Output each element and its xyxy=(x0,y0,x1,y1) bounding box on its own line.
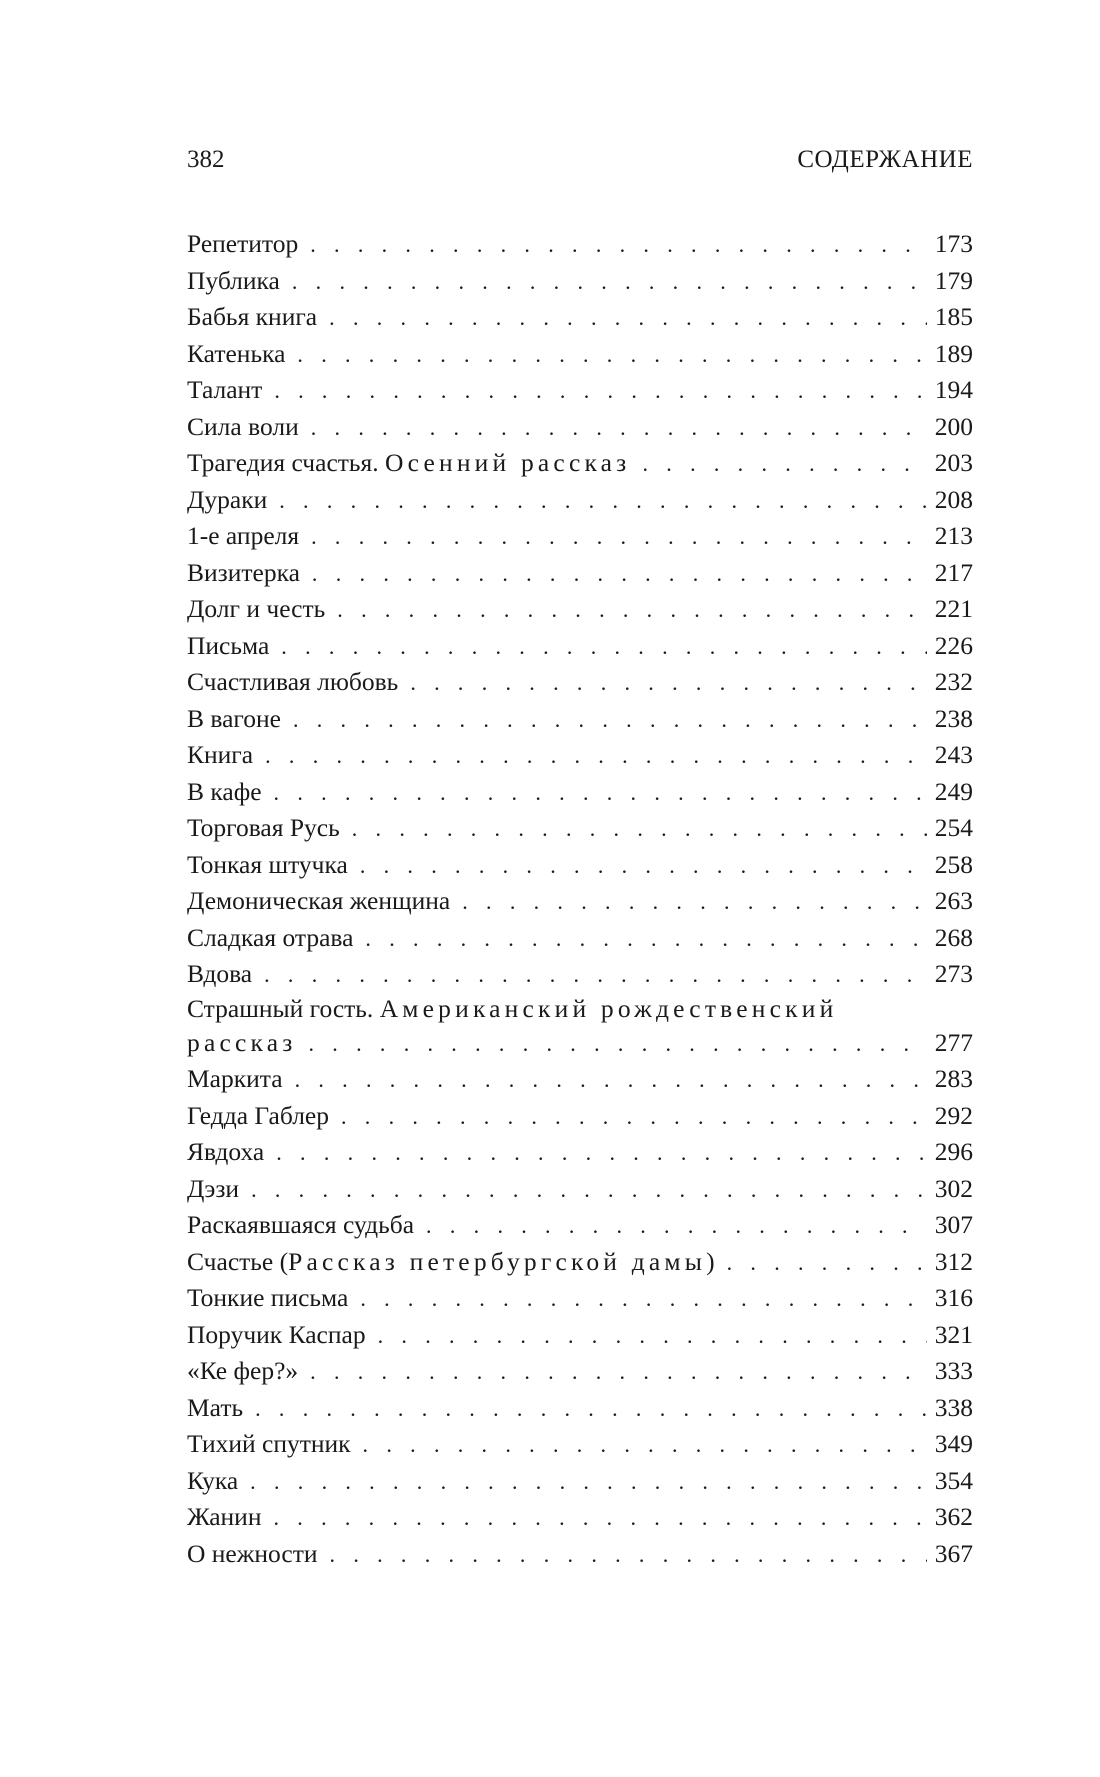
toc-title: Жанин xyxy=(187,1502,262,1531)
toc-page-number: 307 xyxy=(934,1210,973,1239)
dot-leader xyxy=(312,556,927,593)
dot-leader xyxy=(309,1026,927,1063)
toc-title: Визитерка xyxy=(187,557,300,587)
running-head xyxy=(187,146,973,180)
toc-title-line xyxy=(187,993,973,1025)
dot-leader xyxy=(365,921,926,958)
toc-entry[interactable] xyxy=(187,409,973,446)
toc-page-number: 302 xyxy=(934,1173,973,1203)
dot-leader xyxy=(410,665,926,702)
toc-entry[interactable] xyxy=(187,1463,973,1500)
dot-leader xyxy=(426,1208,927,1245)
toc-entry[interactable] xyxy=(187,664,973,701)
page-number: 382 xyxy=(187,146,225,173)
toc-entry[interactable] xyxy=(187,555,973,592)
toc-title: Явдоха xyxy=(187,1137,265,1166)
toc-title: Катенька xyxy=(187,338,286,368)
section-title: СОДЕРЖАНИЕ xyxy=(797,146,973,173)
toc-page-number: 217 xyxy=(934,557,973,587)
toc-title: Дэзи xyxy=(187,1173,240,1203)
toc-title: Счастье ( xyxy=(187,1246,289,1276)
toc-subtitle: Рассказ петербургской дамы xyxy=(288,1246,707,1276)
toc-entry[interactable] xyxy=(187,518,973,555)
toc-page-number: 349 xyxy=(934,1429,973,1458)
toc-page-number: 354 xyxy=(934,1465,973,1495)
toc-title: Сила воли xyxy=(187,411,299,441)
toc-title: Дураки xyxy=(187,484,268,514)
toc-entry[interactable] xyxy=(187,1207,973,1244)
dot-leader xyxy=(727,1245,927,1282)
toc-page-number: 296 xyxy=(934,1137,973,1166)
table-of-contents xyxy=(187,226,973,1572)
toc-entry[interactable] xyxy=(187,628,973,665)
toc-title: Демоническая женщина xyxy=(187,886,451,915)
dot-leader xyxy=(378,1318,927,1355)
toc-title-group xyxy=(187,1244,715,1281)
toc-title: Тонкая штучка xyxy=(187,849,348,879)
toc-title: О нежности xyxy=(187,1538,318,1568)
toc-title: Книга xyxy=(187,740,254,769)
toc-page-number: 203 xyxy=(934,448,973,477)
dot-leader xyxy=(360,848,927,885)
toc-title: Маркита xyxy=(187,1064,283,1093)
toc-page-number: 213 xyxy=(934,521,973,550)
toc-page-number: 179 xyxy=(934,265,973,295)
toc-subtitle: Осенний рассказ xyxy=(385,448,631,477)
toc-title: Счастливая любовь xyxy=(187,667,399,696)
toc-title: Тонкие письма xyxy=(187,1283,349,1312)
dot-leader xyxy=(295,1062,927,1099)
toc-title: Публика xyxy=(187,265,280,295)
toc-page-number: 263 xyxy=(934,886,973,915)
toc-page-number: 273 xyxy=(934,959,973,988)
toc-entry[interactable] xyxy=(187,993,973,1062)
toc-page-number: 292 xyxy=(934,1100,973,1130)
toc-title: Гедда Габлер xyxy=(187,1100,329,1130)
dot-leader xyxy=(341,1099,927,1136)
toc-title: В вагоне xyxy=(187,703,281,733)
toc-title-end: ) xyxy=(706,1246,715,1276)
toc-entry[interactable] xyxy=(187,883,973,920)
toc-title: «Ке фер?» xyxy=(187,1356,299,1385)
dot-leader xyxy=(264,957,927,994)
dot-leader xyxy=(642,446,926,483)
dot-leader xyxy=(279,483,927,520)
toc-entry[interactable] xyxy=(187,1536,973,1573)
dot-leader xyxy=(310,227,927,264)
toc-entry[interactable] xyxy=(187,1353,973,1390)
toc-page-number: 185 xyxy=(934,302,973,331)
toc-page-number: 333 xyxy=(934,1356,973,1385)
toc-entry[interactable] xyxy=(187,482,973,519)
toc-title: Сладкая отрава xyxy=(187,922,354,952)
toc-title: Мать xyxy=(187,1392,244,1422)
dot-leader xyxy=(265,738,927,775)
toc-title: Долг и честь xyxy=(187,594,326,623)
toc-page-number: 338 xyxy=(934,1392,973,1422)
toc-entry[interactable] xyxy=(187,1098,973,1135)
toc-page-number: 367 xyxy=(934,1538,973,1568)
dot-leader xyxy=(255,1391,927,1428)
toc-title: Страшный гость. xyxy=(187,993,374,1023)
toc-page-number: 249 xyxy=(934,776,973,806)
toc-title: Репетитор xyxy=(187,229,299,258)
dot-leader xyxy=(337,592,926,629)
toc-page-number: 226 xyxy=(934,630,973,660)
dot-leader xyxy=(330,1537,927,1574)
toc-entry[interactable] xyxy=(187,1499,973,1536)
dot-leader xyxy=(292,264,927,301)
toc-entry[interactable] xyxy=(187,1061,973,1098)
toc-page-number: 283 xyxy=(934,1064,973,1093)
dot-leader xyxy=(297,337,926,374)
toc-page-number: 321 xyxy=(934,1319,973,1349)
dot-leader xyxy=(360,1281,926,1318)
toc-title-group xyxy=(187,445,630,482)
toc-page-number: 221 xyxy=(934,594,973,623)
toc-title: Тихий спутник xyxy=(187,1429,351,1458)
toc-entry[interactable] xyxy=(187,263,973,300)
toc-page-number: 200 xyxy=(934,411,973,441)
toc-entry[interactable] xyxy=(187,956,973,993)
toc-page-number: 277 xyxy=(934,1027,973,1057)
toc-title: Бабья книга xyxy=(187,302,318,331)
toc-entry[interactable] xyxy=(187,701,973,738)
toc-title: Письма xyxy=(187,630,270,660)
toc-entry[interactable] xyxy=(187,591,973,628)
toc-entry[interactable] xyxy=(187,847,973,884)
toc-entry[interactable] xyxy=(187,336,973,373)
toc-entry[interactable] xyxy=(187,1280,973,1317)
toc-page-number: 243 xyxy=(934,740,973,769)
dot-leader xyxy=(311,410,927,447)
toc-page-number: 189 xyxy=(934,338,973,368)
toc-page-number: 268 xyxy=(934,922,973,952)
toc-title: Торговая Русь xyxy=(187,813,340,842)
dot-leader xyxy=(281,629,926,666)
toc-title: Трагедия счастья. xyxy=(187,448,379,477)
toc-title: Талант xyxy=(187,375,263,404)
dot-leader xyxy=(462,884,927,921)
dot-leader xyxy=(352,811,927,848)
dot-leader xyxy=(276,1135,927,1172)
dot-leader xyxy=(273,1500,926,1537)
toc-page-number: 362 xyxy=(934,1502,973,1531)
toc-page-number: 194 xyxy=(934,375,973,404)
toc-subtitle-continued: рассказ xyxy=(187,1027,297,1057)
toc-title: Поручик Каспар xyxy=(187,1319,366,1349)
toc-entry[interactable] xyxy=(187,920,973,957)
toc-page-number: 254 xyxy=(934,813,973,842)
toc-title: В кафе xyxy=(187,776,262,806)
toc-page-number: 258 xyxy=(934,849,973,879)
dot-leader xyxy=(311,519,927,556)
toc-entry[interactable] xyxy=(187,1244,973,1281)
toc-page-number: 316 xyxy=(934,1283,973,1312)
toc-entry[interactable] xyxy=(187,299,973,336)
dot-leader xyxy=(329,300,927,337)
dot-leader xyxy=(310,1354,927,1391)
toc-page-number: 173 xyxy=(934,229,973,258)
toc-page-number: 208 xyxy=(934,484,973,514)
toc-page-number: 238 xyxy=(934,703,973,733)
toc-entry[interactable] xyxy=(187,372,973,409)
toc-title-line xyxy=(187,1025,973,1062)
toc-title: Раскаявшаяся судьба xyxy=(187,1210,415,1239)
toc-entry[interactable] xyxy=(187,1390,973,1427)
toc-entry[interactable] xyxy=(187,226,973,263)
toc-title: Кука xyxy=(187,1465,239,1495)
toc-page-number: 232 xyxy=(934,667,973,696)
toc-entry[interactable] xyxy=(187,810,973,847)
toc-entry[interactable] xyxy=(187,1171,973,1208)
toc-entry[interactable] xyxy=(187,1426,973,1463)
toc-entry[interactable] xyxy=(187,445,973,482)
toc-entry[interactable] xyxy=(187,737,973,774)
toc-entry[interactable] xyxy=(187,1317,973,1354)
toc-page-number: 312 xyxy=(934,1246,973,1276)
dot-leader xyxy=(251,1172,927,1209)
dot-leader xyxy=(274,373,926,410)
dot-leader xyxy=(293,702,927,739)
toc-entry[interactable] xyxy=(187,1134,973,1171)
toc-title: 1-е апреля xyxy=(187,521,300,550)
dot-leader xyxy=(274,775,927,812)
toc-subtitle: Американский рождественский xyxy=(379,993,838,1023)
toc-title: Вдова xyxy=(187,959,253,988)
dot-leader xyxy=(363,1427,927,1464)
toc-entry[interactable] xyxy=(187,774,973,811)
dot-leader xyxy=(250,1464,927,1501)
